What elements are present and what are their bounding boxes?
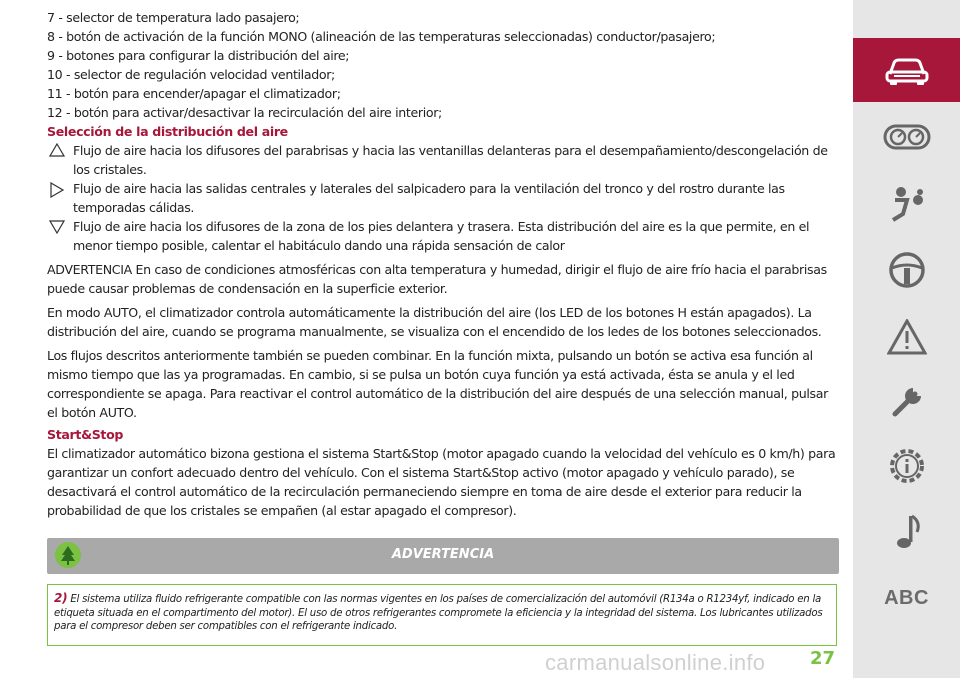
warning-box	[47, 584, 837, 646]
steering-wheel-icon	[887, 250, 927, 290]
list-item: 10 - selector de regulación velocidad ventilador;	[47, 67, 335, 82]
list-item: 12 - botón para activar/desactivar la recirculación del aire interior;	[47, 105, 442, 120]
triangle-up-icon	[47, 141, 73, 160]
paragraph: ADVERTENCIA En caso de condiciones atmosféricas con alta temperatura y humedad, dirigir el flujo de aire frío hacia el parabrisas puede causar problemas de condensación en la superficie exterior.	[47, 262, 827, 296]
paragraph: El climatizador automático bizona gestiona el sistema Start&Stop (motor apagado cuando la velocidad del vehículo es 0 km/h) para garantizar un confort adecuado dentro del vehículo. Con el sistema Start&Stop activo (motor apagado y vehículo parado), se desactivará el control automático de la recirculación permaneciendo siempre en toma de aire desde el exterior para reducir la probabilidad de que los cristales se empañen (al estar apagado el compresor).	[47, 446, 836, 518]
section-heading-start-stop: Start&Stop	[47, 427, 124, 442]
list-item: 9 - botones para configurar la distribución del aire;	[47, 48, 350, 63]
sidebar	[853, 0, 960, 678]
airbag-person-icon	[887, 184, 927, 224]
sidebar-tab-multimedia[interactable]	[853, 500, 960, 564]
sidebar-tab-car[interactable]	[853, 38, 960, 102]
music-note-icon	[891, 512, 923, 552]
triangle-down-icon	[47, 217, 73, 236]
sidebar-tab-maintenance[interactable]	[853, 370, 960, 434]
list-item: 11 - botón para encender/apagar el climatizador;	[47, 86, 341, 101]
warning-triangle-icon	[887, 319, 927, 355]
sidebar-tab-steering[interactable]	[853, 238, 960, 302]
warning-bar	[47, 538, 839, 574]
air-flow-item	[47, 141, 842, 179]
list-item: 7 - selector de temperatura lado pasajero;	[47, 10, 300, 25]
warning-number: 2)	[54, 591, 68, 605]
wrench-icon	[887, 382, 927, 422]
sidebar-tab-warnings[interactable]	[853, 305, 960, 369]
watermark: carmanualsonline.info	[545, 650, 766, 675]
air-flow-text: Flujo de aire hacia los difusores de la zona de los pies delantera y trasera. Esta distribución del aire es la que permite, en el menor tiempo posible, calentar el habitáculo dando una rápida sensación de calor	[73, 219, 810, 253]
gear-info-icon	[886, 445, 928, 487]
paragraph: En modo AUTO, el climatizador controla automáticamente la distribución del aire (los LED de los botones H están apagados). La distribución del aire, cuando se programa manualmente, se visualiza con el encendido de los ledes de los botones seleccionados.	[47, 305, 822, 339]
section-heading-air-distribution: Selección de la distribución del aire	[47, 124, 288, 139]
air-flow-item	[47, 179, 842, 217]
list-item: 8 - botón de activación de la función MONO (alineación de las temperaturas seleccionadas) conductor/pasajero;	[47, 29, 716, 44]
air-flow-text: Flujo de aire hacia los difusores del parabrisas y hacia las ventanillas delanteras para el desempañamiento/descongelación de los cristales.	[73, 143, 828, 177]
triangle-right-icon	[47, 179, 73, 198]
warning-text: El sistema utiliza fluido refrigerante compatible con las normas vigentes en los países de comercialización del automóvil (R134a o R1234yf, indicado en la etiqueta situada en el compartimento del motor). El uso de otros refrigerantes compromete la eficiencia y la integridad del sistema. Los lubricantes utilizados para el compresor deben ser compatibles con el refrigerante indicado.	[54, 594, 823, 632]
sidebar-tab-gauges[interactable]	[853, 105, 960, 169]
sidebar-tab-safety[interactable]	[853, 172, 960, 236]
air-flow-text: Flujo de aire hacia las salidas centrales y laterales del salpicadero para la ventilación del tronco y del rostro durante las temporadas cálidas.	[73, 181, 785, 215]
main-content	[47, 8, 842, 520]
air-flow-item	[47, 217, 842, 255]
paragraph: Los flujos descritos anteriormente también se pueden combinar. En la función mixta, pulsando un botón se activa esa función al mismo tiempo que las ya programadas. En cambio, si se pulsa un botón cuya función ya está activada, ésta se anula y el led correspondiente se apaga. Para reactivar el control automático de la distribución del aire después de una selección manual, pulsar el botón AUTO.	[47, 348, 828, 420]
car-icon	[884, 54, 930, 86]
sidebar-tab-info[interactable]	[853, 434, 960, 498]
warning-title: ADVERTENCIA	[391, 547, 495, 562]
gauges-icon	[883, 122, 931, 152]
sidebar-tab-index[interactable]	[853, 566, 960, 630]
page-number: 27	[810, 648, 836, 669]
index-label: ABC	[884, 586, 929, 609]
